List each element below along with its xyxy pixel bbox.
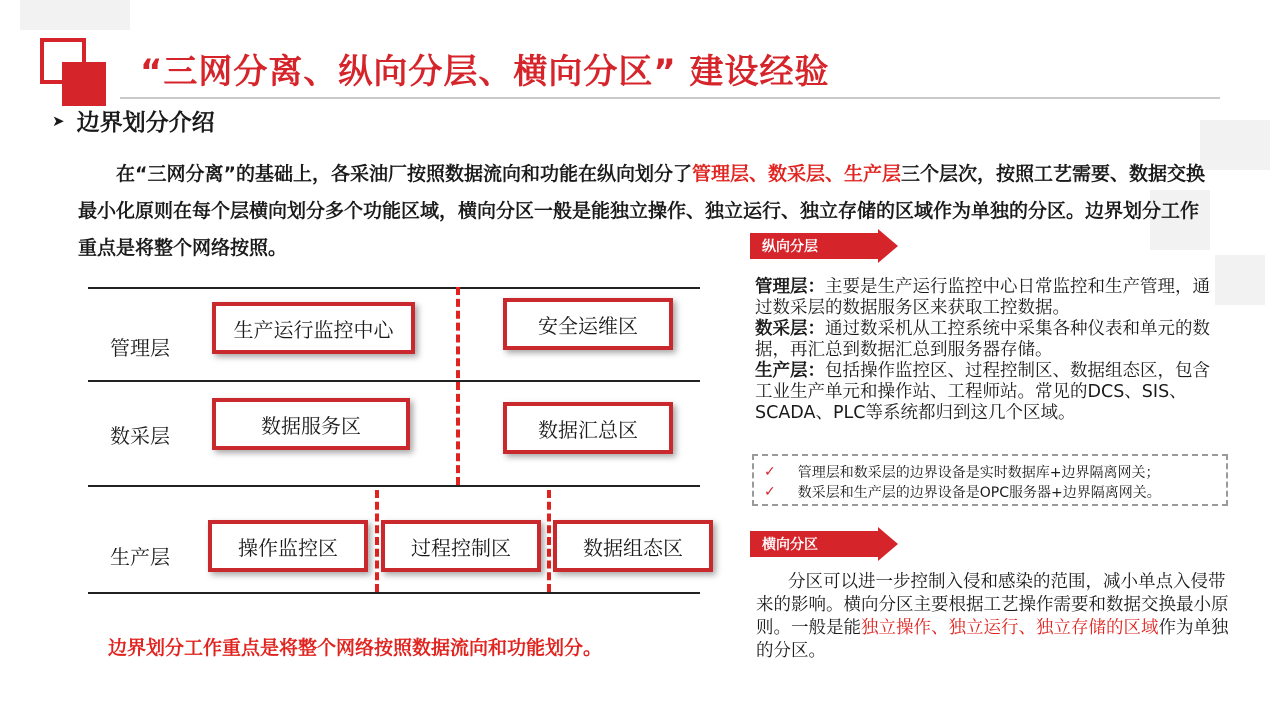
- logo-filled-square: [62, 62, 106, 106]
- vertical-item-text: 包括操作监控区、过程控制区、数据组态区，包含工业生产单元和操作站、工程师站。常见的DCS、SIS、SCADA、PLC等系统都归到这几个区域。: [755, 361, 1210, 423]
- vertical-item-head: 数采层：: [755, 319, 825, 339]
- tag-label: 纵向分层: [762, 239, 818, 255]
- layer-label-production: 生产层: [110, 545, 170, 569]
- partition-dash: [456, 287, 460, 485]
- tag-horizontal-partitioning: [750, 531, 900, 557]
- vertical-item: [755, 277, 1225, 319]
- vertical-item-text: 主要是生产运行监控中心日常监控和生产管理，通过数采层的数据服务区来获取工控数据。: [755, 277, 1210, 318]
- boundary-device-box: [752, 454, 1228, 506]
- zone-box: [381, 520, 541, 572]
- intro-text-highlight: 管理层、数采层、生产层: [691, 163, 901, 185]
- section-title: 边界划分介绍: [76, 110, 215, 136]
- zone-box: [503, 402, 673, 454]
- zone-label: 数据组态区: [583, 535, 683, 560]
- intro-text-1: 在“三网分离”的基础上，各采油厂按照数据流向和功能在纵向划分了: [116, 163, 692, 185]
- zone-label: 数据汇总区: [538, 417, 638, 442]
- vertical-item: [755, 361, 1225, 424]
- zone-box: [503, 298, 673, 350]
- background-tile: [1200, 120, 1270, 170]
- partition-dash: [375, 490, 379, 592]
- horizontal-text-1: 分区可以进一步控制入侵和感染的范围，减小单点入侵带来的影响。横向分区主要根据工艺操作需要和数据交换最小原则。一般是能: [756, 572, 1229, 638]
- background-tile: [20, 0, 130, 30]
- check-icon: ✓: [764, 484, 776, 500]
- tag-vertical-layering: [750, 233, 900, 259]
- intro-paragraph: [78, 156, 1208, 267]
- zone-label: 过程控制区: [411, 535, 511, 560]
- zone-box: [208, 520, 368, 572]
- arrow-bullet-icon: ➤: [52, 111, 65, 130]
- check-text: 管理层和数采层的边界设备是实时数据库+边界隔离网关；: [797, 465, 1160, 481]
- horizontal-text-highlight: 独立操作、独立运行、独立存储的区域: [861, 618, 1159, 638]
- layer-label-management: 管理层: [110, 336, 170, 360]
- vertical-item-head: 生产层：: [755, 361, 825, 381]
- vertical-item: [755, 319, 1225, 361]
- title-divider: [120, 97, 1220, 99]
- tag-label: 横向分区: [762, 537, 818, 553]
- layer-divider: [88, 380, 700, 382]
- zone-box: [553, 520, 713, 572]
- vertical-item-head: 管理层：: [755, 277, 825, 297]
- layer-divider: [88, 485, 700, 487]
- check-text: 数采层和生产层的边界设备是OPC服务器+边界隔离网关。: [797, 485, 1161, 501]
- emphasis-note: 边界划分工作重点是将整个网络按照数据流向和功能划分。: [108, 637, 603, 659]
- layer-label-acquisition: 数采层: [110, 424, 170, 448]
- vertical-item-text: 通过数采机从工控系统中采集各种仪表和单元的数据，再汇总到数据汇总到服务器存储。: [755, 319, 1210, 360]
- vertical-description: [755, 277, 1225, 424]
- arrow-right-icon: [878, 229, 898, 263]
- partition-dash: [547, 490, 551, 592]
- intro-text-2: 三个层次，按照工艺需要、数据交换最小化原则在每个层横向划分多个功能区域，横向分区一般是能独立操作、独立运行、独立存储的区域作为单独的分区。边界划分工作重点是将整个网络按照。: [78, 163, 1206, 259]
- section-heading: [52, 104, 215, 137]
- layer-divider: [88, 592, 700, 594]
- page-title: “三网分离、纵向分层、横向分区” 建设经验: [140, 52, 830, 92]
- zone-label: 数据服务区: [261, 413, 361, 438]
- check-icon: ✓: [764, 464, 776, 480]
- layer-divider: [88, 287, 700, 289]
- zone-box: [212, 302, 415, 354]
- zone-label: 生产运行监控中心: [233, 317, 394, 342]
- zone-label: 操作监控区: [238, 535, 338, 560]
- horizontal-description: [756, 571, 1236, 663]
- zone-box: [212, 398, 410, 450]
- check-item: [764, 462, 1159, 482]
- arrow-right-icon: [878, 527, 898, 561]
- zone-label: 安全运维区: [538, 313, 638, 338]
- horizontal-text-2: 作为单独的分区。: [756, 618, 1229, 661]
- check-item: [764, 482, 1161, 502]
